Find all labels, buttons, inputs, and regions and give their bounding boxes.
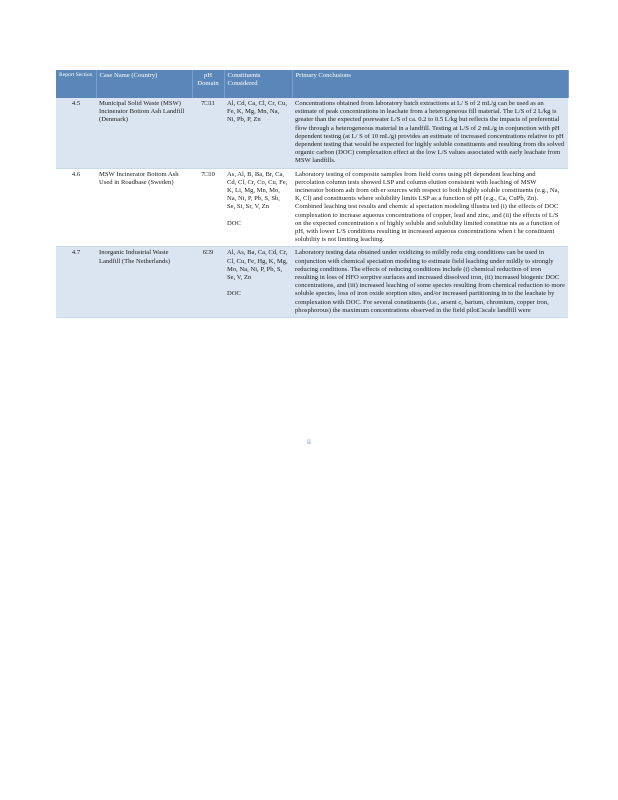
page-number: ii: [307, 438, 311, 446]
conclusions-cell: Laboratory testing of composite samples from field cores using pH dependent leaching and percolation column tests showed LSP and column elution consistent with leaching of MSW incinerator bottom ash from oth er sources with respect to both highly soluble constituents (e.g., Na, K, Cl) and constituents where solubility limits LSP as a function of pH (e.g., Ca, CuPb, Zn). Combined leaching test results and chemic al speciation modeling illustra ted (i) the effects of DOC complexation to increase aqueous concentrations of copper, lead and zinc, and (ii) the effects of L/S on the expected concentration s of highly soluble and solubility limited constitue nts as a function of pH, with lower L/S conditions resulting in increased aqueous concentrations when t he constituent solubility is not limiting leaching.: [292, 168, 568, 247]
report-section-cell: 4.6: [56, 168, 96, 247]
table-row: [56, 247, 568, 318]
doc-label: DOC: [227, 219, 241, 227]
constituents-list: As, Al, B, Ba, Br, Ca, Cd, Cl, Cr, Co, Cu, Fe, K, Li, Mg, Mn, Mo, Na, Ni, P, Pb, S, Sb, Se, Si, Sr, V, Zn: [227, 170, 288, 211]
report-section-cell: 4.7: [56, 247, 96, 318]
ph-domain-cell: 7□10: [192, 168, 224, 247]
doc-label: DOC: [227, 290, 241, 298]
ph-domain-cell: 6□9: [192, 247, 224, 318]
ph-domain-cell: 7□11: [192, 98, 224, 168]
constituents-list: Al, As, Ba, Ca, Cd, Cr, Cl, Cu, Fe, Hg, K, Mg, Mo, Na, Ni, P, Pb, S, Se, V, Zn: [227, 249, 288, 282]
header-constituents: Constituents Considered: [224, 70, 292, 98]
constituents-cell: [224, 247, 292, 318]
report-section-cell: 4.5: [56, 98, 96, 168]
conclusions-cell: Laboratory testing data obtained under oxidizing to mildly redu cing conditions can be used in conjunction with chemical speciation modeling to estimate field leaching under mildly to strongly reducing conditions. The effects of reducing conditions include (i) chemical reduction of iron resulting in loss of HFO sorptive surfaces and increased dissolved iron, (ii) increased biogenic DOC concentrations, and (iii) increased leaching of some species resulting from chemical reduction to more soluble species, loss of iron oxide sorption sites, and/or increased partitioning in to the leachate by complexation with DOC. For several constituents (i.e., arseni c, barium, chromium, copper iron, phosphorous) the maximum concentrations observed in the field pilot□scale landfill were: [292, 247, 568, 318]
table-row: [56, 168, 568, 247]
case-name-cell: Municipal Solid Waste (MSW) Incinerator Bottom Ash Landfill (Denmark): [96, 98, 192, 168]
table-header-row: [56, 70, 568, 98]
case-name-cell: MSW Incinerator Bottom Ash Used in Roadbase (Sweden): [96, 168, 192, 247]
header-ph-domain: pH Domain: [192, 70, 224, 98]
case-name-cell: Inorganic Industrial Waste Landfill (The Netherlands): [96, 247, 192, 318]
table-row: [56, 98, 568, 168]
case-summary-table: [56, 70, 569, 318]
constituents-list: Al, Cd, Ca, Cl, Cr, Cu, Fe, K, Mg, Mn, Na, Ni, Pb, P, Zn: [227, 100, 288, 124]
constituents-cell: [224, 98, 292, 168]
constituents-cell: [224, 168, 292, 247]
header-case-name: Case Name (Country): [96, 70, 192, 98]
header-report-section: Report Section: [56, 70, 96, 98]
conclusions-cell: Concentrations obtained from laboratory batch extractions at L/ S of 2 mL/g can be used as an estimate of peak concentrations in leachate from a heterogeneous fill material. The L/S of 2 L/kg is greater than the expected porewater L/S of ca. 0.2 to 0.5 L/kg but reflects the impacts of preferential flow through a heterogeneous material in a landfill. Testing at L/S of 2 mL/g in conjunction with pH dependent testing (at L/ S of 10 mL/g) provides an estimate of increased concentrations relative to pH dependent testing that would be expected for highly soluble constituents and resulting from dis solved organic carbon (DOC) complexation effect at the low L/S values associated with early leachate from MSW landfills.: [292, 98, 568, 168]
header-primary-conclusions: Primary Conclusions: [292, 70, 568, 98]
